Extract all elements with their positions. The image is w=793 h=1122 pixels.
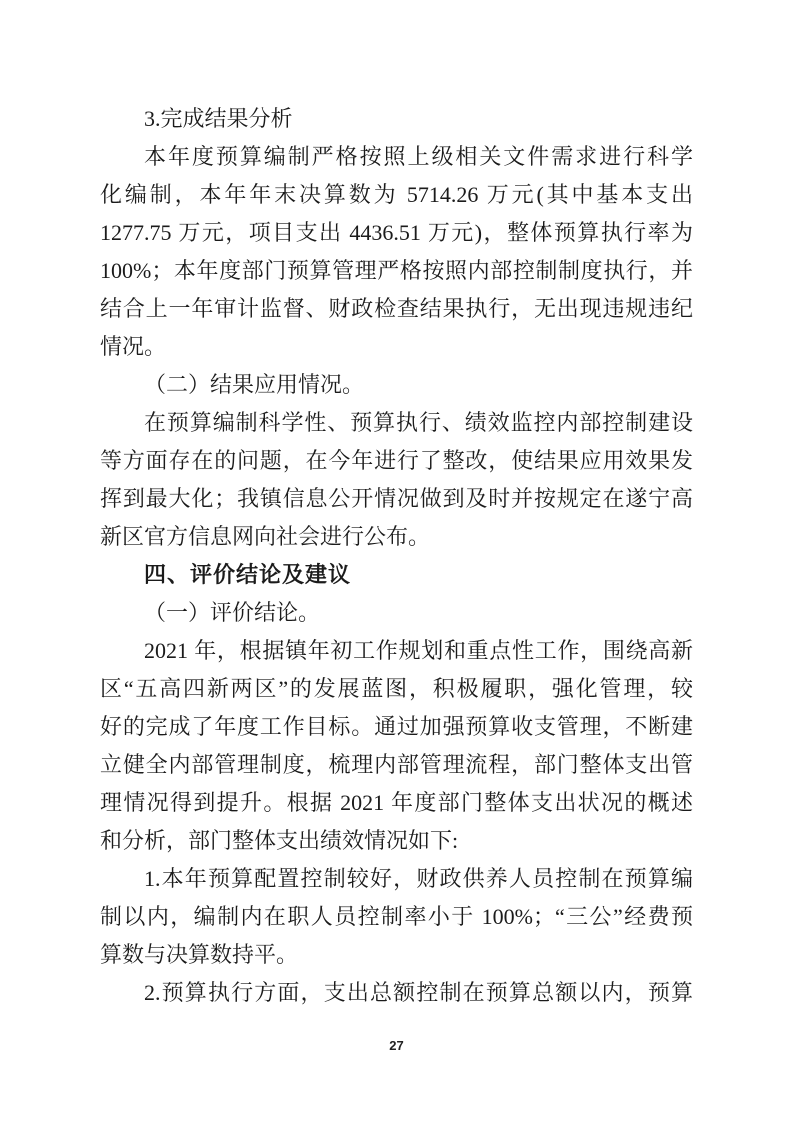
body-text-line: 在预算编制科学性、预算执行、绩效监控内部控制建设	[144, 410, 693, 435]
page-body-text	[100, 100, 693, 1012]
body-text-line: 1277.75 万元，项目支出 4436.51 万元)，整体预算执行率为	[100, 220, 693, 245]
body-text-line: 3.完成结果分析	[144, 106, 293, 131]
body-text-line: 1.本年预算配置控制较好，财政供养人员控制在预算编	[144, 866, 693, 891]
body-text-line: 2021 年，根据镇年初工作规划和重点性工作，围绕高新	[144, 638, 693, 663]
body-text-line: 情况。	[100, 334, 167, 359]
section-heading-line: 四、评价结论及建议	[144, 562, 352, 587]
body-text-line: 结合上一年审计监督、财政检查结果执行，无出现违规违纪	[100, 296, 693, 321]
page-number: 27	[389, 1038, 404, 1053]
body-text-line: 和分析，部门整体支出绩效情况如下:	[100, 828, 459, 853]
body-text-line: 化编制，本年年末决算数为 5714.26 万元(其中基本支出	[100, 182, 693, 207]
body-text-line: 本年度预算编制严格按照上级相关文件需求进行科学	[144, 144, 693, 169]
body-text-line: 100%；本年度部门预算管理严格按照内部控制制度执行，并	[100, 258, 693, 283]
body-text-line: 立健全内部管理制度，梳理内部管理流程，部门整体支出管	[100, 752, 693, 777]
body-text-line: 区“五高四新两区”的发展蓝图，积极履职，强化管理，较	[100, 676, 693, 701]
body-text-line: 好的完成了年度工作目标。通过加强预算收支管理，不断建	[100, 714, 693, 739]
body-text-line: 2.预算执行方面，支出总额控制在预算总额以内，预算	[144, 980, 693, 1005]
body-text-line: 算数与决算数持平。	[100, 942, 299, 967]
body-text-line: 挥到最大化；我镇信息公开情况做到及时并按规定在遂宁高	[100, 486, 693, 511]
body-text-line: 等方面存在的问题，在今年进行了整改，使结果应用效果发	[100, 448, 693, 473]
body-text-line: （一）评价结论。	[144, 600, 321, 625]
body-text-line: 理情况得到提升。根据 2021 年度部门整体支出状况的概述	[100, 790, 693, 815]
body-text-line: 新区官方信息网向社会进行公布。	[100, 524, 431, 549]
body-text-line: 制以内，编制内在职人员控制率小于 100%；“三公”经费预	[100, 904, 693, 929]
body-text-line: （二）结果应用情况。	[144, 372, 365, 397]
